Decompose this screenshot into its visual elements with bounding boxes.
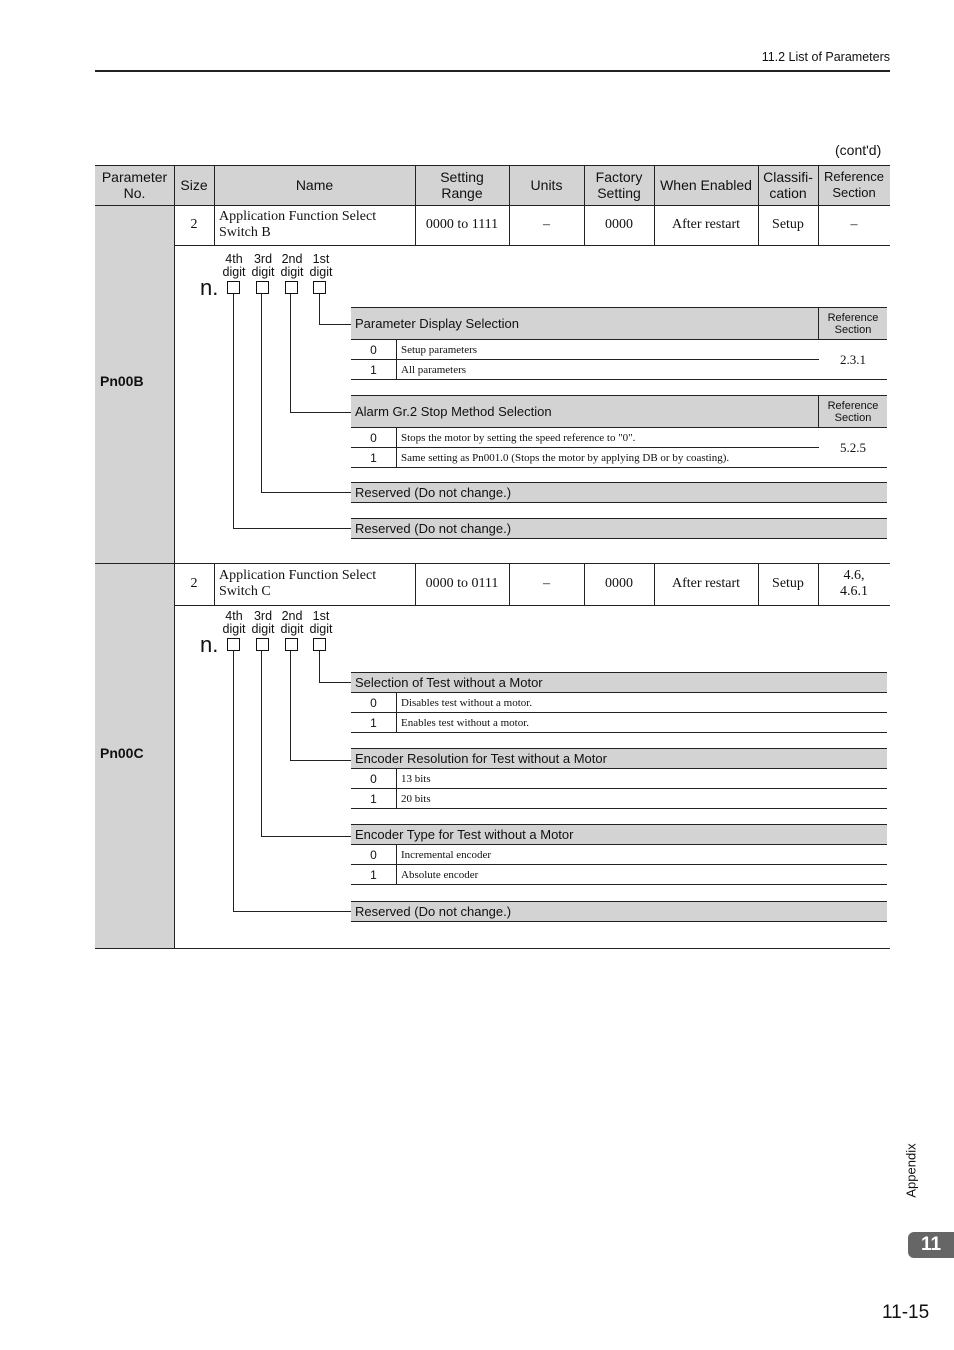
digit-box-1st xyxy=(313,638,326,651)
table-row: 1 20 bits xyxy=(351,789,887,809)
pn00c-size: 2 xyxy=(190,576,198,591)
table-row: 1 Absolute encoder xyxy=(351,865,887,885)
digit-box-3rd xyxy=(256,281,269,294)
pn00b-group-reserved-3rd: Reserved (Do not change.) xyxy=(351,482,887,503)
pn00c-group-test-without-motor: Selection of Test without a Motor xyxy=(351,672,887,693)
page-number: 11-15 xyxy=(882,1302,930,1323)
table-row: 0 Stops the motor by setting the speed reference to "0". xyxy=(351,428,819,448)
header-reference: Reference Section xyxy=(824,169,884,200)
pn00c-group-reserved-4th: Reserved (Do not change.) xyxy=(351,901,887,922)
label-1st-digit: 1st digit xyxy=(309,252,333,279)
table-row: 0 Setup parameters xyxy=(351,340,819,360)
digit-box-2nd xyxy=(285,281,298,294)
table-row: 1 All parameters xyxy=(351,360,819,380)
contd-label: (cont'd) xyxy=(835,142,882,158)
header-when-enabled: When Enabled xyxy=(660,177,752,193)
pn00b-range: 0000 to 1111 xyxy=(425,217,499,232)
digit-box-3rd xyxy=(256,638,269,651)
pn00c-when-enabled: After restart xyxy=(671,576,741,591)
pn00c-group-encoder-type: Encoder Type for Test without a Motor xyxy=(351,824,887,845)
table-row: 1 Same setting as Pn001.0 (Stops the motor by applying DB or by coasting). xyxy=(351,448,819,468)
param-id-pn00b: Pn00B xyxy=(100,373,144,389)
header-rule xyxy=(95,70,890,72)
param-id-pn00c: Pn00C xyxy=(100,745,144,761)
pn00c-range: 0000 to 0111 xyxy=(425,576,499,591)
pn00b-group-param-display: Parameter Display Selection xyxy=(351,307,819,340)
side-tab-label: Appendix xyxy=(903,1143,919,1198)
pn00c-factory: 0000 xyxy=(605,576,633,591)
label-2nd-digit: 2nd digit xyxy=(280,252,304,279)
table-row: 0 13 bits xyxy=(351,769,887,789)
header-param-no: Parameter No. xyxy=(101,169,168,201)
pn00b-group1-ref-header: Reference Section xyxy=(818,307,887,340)
n-prefix: n. xyxy=(200,275,219,300)
pn00c-reference: 4.6, 4.6.1 xyxy=(840,568,868,599)
label-1st-digit: 1st digit xyxy=(309,609,333,636)
pn00b-size: 2 xyxy=(190,217,198,232)
pn00b-reference: – xyxy=(850,217,858,232)
header-factory-setting: Factory Setting xyxy=(595,169,643,201)
label-2nd-digit: 2nd digit xyxy=(280,609,304,636)
pn00c-group-encoder-resolution: Encoder Resolution for Test without a Motor xyxy=(351,748,887,769)
pn00b-when-enabled: After restart xyxy=(671,217,741,232)
pn00c-classification: Setup xyxy=(772,576,804,591)
header-classification: Classifi-cation xyxy=(763,169,813,201)
pn00b-name: Application Function Select Switch B xyxy=(219,209,377,240)
pn00b-group2-ref-header: Reference Section xyxy=(818,395,887,428)
header-name: Name xyxy=(295,177,334,193)
label-3rd-digit: 3rd digit xyxy=(251,609,275,636)
running-header: 11.2 List of Parameters xyxy=(761,50,890,64)
pn00b-units: – xyxy=(543,217,550,232)
chapter-tab: 11 xyxy=(908,1232,954,1258)
pn00b-group-alarm-stop: Alarm Gr.2 Stop Method Selection xyxy=(351,395,819,428)
pn00b-group2-ref: 5.2.5 xyxy=(819,428,887,468)
table-row: 0 Incremental encoder xyxy=(351,845,887,865)
digit-box-4th xyxy=(227,638,240,651)
pn00b-group-reserved-4th: Reserved (Do not change.) xyxy=(351,518,887,539)
param-no-column xyxy=(95,205,174,948)
digit-box-2nd xyxy=(285,638,298,651)
n-prefix: n. xyxy=(200,632,219,657)
pn00c-name: Application Function Select Switch C xyxy=(219,568,377,599)
digit-box-1st xyxy=(313,281,326,294)
table-row: 1 Enables test without a motor. xyxy=(351,713,887,733)
pn00b-factory: 0000 xyxy=(605,217,633,232)
pn00b-classification: Setup xyxy=(772,217,804,232)
label-4th-digit: 4th digit xyxy=(222,609,246,636)
label-3rd-digit: 3rd digit xyxy=(251,252,275,279)
pn00b-group1-ref: 2.3.1 xyxy=(819,340,887,380)
header-setting-range: Setting Range xyxy=(440,169,484,201)
label-4th-digit: 4th digit xyxy=(222,252,246,279)
table-row: 0 Disables test without a motor. xyxy=(351,693,887,713)
header-units: Units xyxy=(530,177,563,193)
digit-box-4th xyxy=(227,281,240,294)
pn00c-units: – xyxy=(543,576,550,591)
header-size: Size xyxy=(180,177,208,193)
